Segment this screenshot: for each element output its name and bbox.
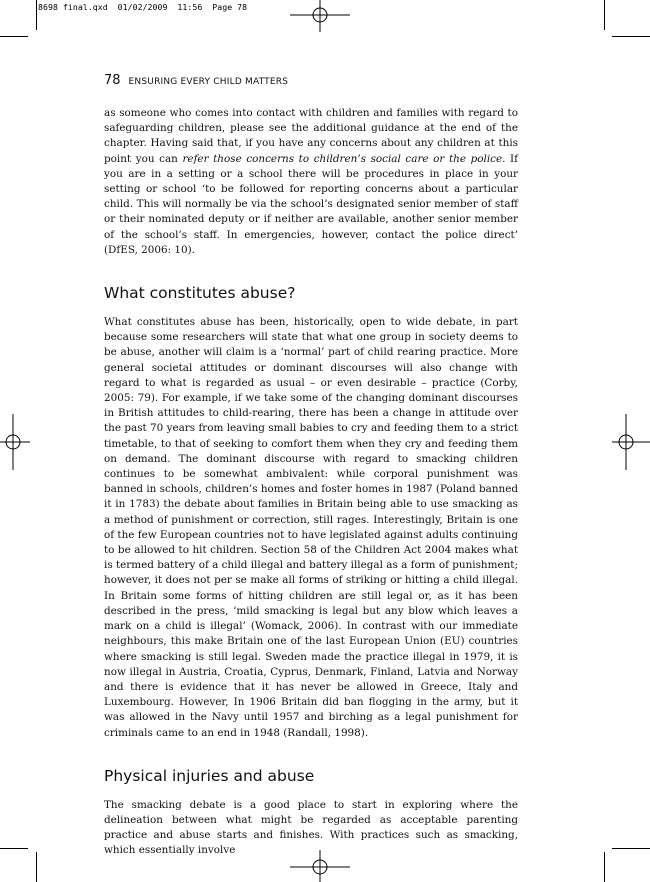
crop-mark-top-left-vertical xyxy=(36,0,37,30)
running-head-title: ENSURING EVERY CHILD MATTERS xyxy=(128,77,289,87)
printer-slug-line: 8698 final.qxd 01/02/2009 11:56 Page 78 xyxy=(38,2,248,12)
paragraph-intro xyxy=(104,106,518,258)
running-head xyxy=(104,69,288,88)
registration-mark-left xyxy=(0,414,30,470)
paragraph-intro-text-b: If you are in a setting or a school there will be procedures in place in your setting or school ‘to be followed for reporting concerns about a particular child. This will normally be via the school’s designated senior member of staff or their nominated deputy or if neither are available, another senior member of the school’s staff. In emergencies, however, contact the police direct’ (DfES, 2006: 10). xyxy=(104,152,519,256)
paragraph-intro-emphasis: refer those concerns to children’s social care or the police. xyxy=(182,152,506,165)
section-heading-physical-injuries: Physical injuries and abuse xyxy=(104,766,315,785)
paragraph-intro-text-a: as someone who comes into contact with children and families with regard to safeguarding children, please see the additional guidance at the end of the chapter. Having said that, if you have any concerns about any children at this point you can xyxy=(104,107,518,165)
registration-mark-right xyxy=(612,414,650,470)
crop-mark-bottom-right-horizontal xyxy=(612,848,650,849)
section-heading-what-constitutes-abuse: What constitutes abuse? xyxy=(104,284,296,303)
crop-mark-top-left-horizontal xyxy=(0,36,28,37)
registration-mark-top xyxy=(290,0,350,32)
crop-mark-top-right-horizontal xyxy=(612,36,650,37)
page-number: 78 xyxy=(104,73,121,88)
crop-mark-bottom-left-horizontal xyxy=(0,848,28,849)
paragraph-physical-injuries: The smacking debate is a good place to start in exploring where the delineation between what might be regarded as acceptable parenting practice and abuse starts and finishes. With practices such as smacking, which essentially involve xyxy=(104,798,518,857)
paragraph-what-constitutes-abuse: What constitutes abuse has been, historically, open to wide debate, in part because some researchers will state that what one group in society deems to be abuse, another will claim is a ‘normal’ part of child rearing practice. More general societal attitudes or dominant discourses will also change with regard to what is regarded as usual – or even desirable – practice (Corby, 2005: 79). For example, if we take some of the changing dominant discourses in British attitudes to child-rearing, there has been a change in attitude over the past 70 years from leaving small babies to cry and feeding them to a strict timetable, to that of seeking to comfort them when they cry and feeding them on demand. The dominant discourse with regard to smacking children continues to be somewhat ambivalent: while corporal punishment was banned in schools, children’s homes and foster homes in 1987 (Poland banned it in 1783) the debate about families in Britain being able to use smacking as a method of punishment or correction, still rages. Interestingly, Britain is one of the few European countries not to have legislated against adults continuing to be allowed to hit children. Section 58 of the Children Act 2004 makes what is termed battery of a child illegal and battery illegal as a form of punishment; however, it does not per se make all forms of striking or hitting a child illegal. In Britain some forms of hitting children are still legal or, as it has been described in the press, ‘mild smacking is legal but any blow which leaves a mark on a child is illegal’ (Womack, 2006). In contrast with our immediate neighbours, this make Britain one of the last European Union (EU) countries where smacking is still legal. Sweden made the practice illegal in 1979, it is now illegal in Austria, Croatia, Cyprus, Denmark, Finland, Latvia and Norway and there is evidence that it has never be allowed in Greece, Italy and Luxembourg. However, In 1906 Britain did ban flogging in the army, but it was allowed in the Navy until 1957 and birching as a legal punishment for criminals came to an end in 1948 (Randall, 1998). xyxy=(104,316,519,739)
crop-mark-bottom-left-vertical xyxy=(36,852,37,882)
crop-mark-top-right-vertical xyxy=(604,0,605,30)
crop-mark-bottom-right-vertical xyxy=(604,852,605,882)
page-body xyxy=(104,106,518,859)
